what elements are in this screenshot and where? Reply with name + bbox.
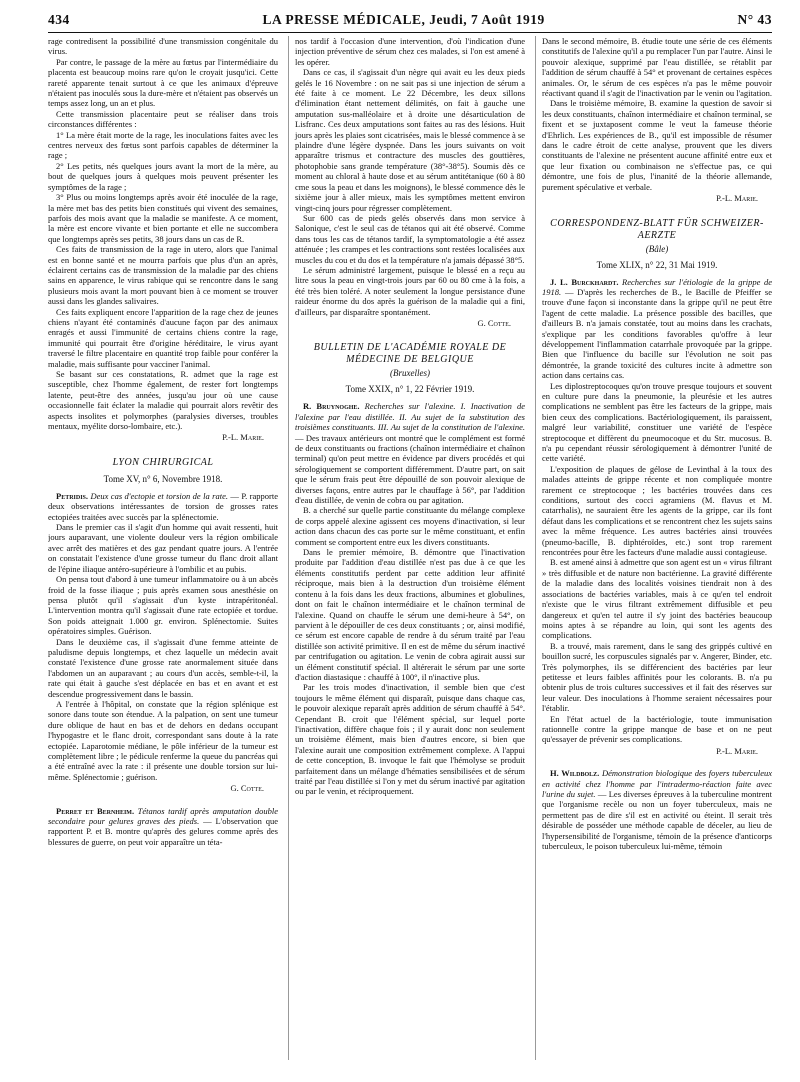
paragraph: Dans le second mémoire, B. étudie toute une série de ces éléments constitutifs de l'alexine qu'il a pu remplacer l'un par l'autre. Ainsi le pouvoir alexique, supprimé par l'eau distillée, se rétablit par l'addition de sérum chauffé à 54° et provenant de certaines espèces animales. Or, le sérum de ces espèces n'a pas le même pouvoir réactivant quand il s'agit de l'inactivation par le venin ou l'agitation.	[542, 36, 772, 99]
signature: G. Cotte.	[477, 317, 511, 328]
column-2	[288, 36, 525, 1060]
paragraph: L'exposition de plaques de gélose de Levinthal à la toux des malades atteints de grippe récente et non compliquée montre rarement ce streptocoque ; les bactéries trouvées dans ces conditions, surtout des cocci agramiens (M. flavus et M. catarrhalis), ne sauraient être les agents de la grippe, car ils font défaut dans les complications et se rencontrent chez les sujets sains avec la même fréquence. Les autres bactéries ainsi trouvées (pneumo-bacille, B. diphtéroïdes, etc.) sont trop rarement rencontrées pour être les facteurs d'une maladie aussi contagieuse.	[542, 463, 772, 558]
paragraph: Dans le troisième mémoire, B. examine la question de savoir si les deux constituants, chaînon intermédiaire et chaînon terminal, se fixent et se juxtaposent comme le veut la fameuse théorie d'Ehrlich. Les expériences de B., qu'il est impossible de résumer dans le cadre étroit de cette analyse, prouvent que les divers constituants de l'alexine ne présentent aucune affinité entre eux et que leur fixation ou combinaison ne s'effectue pas, ce qui démontre, une fois de plus, l'inanité de la théorie allemande, purement spéculative et verbale.	[542, 98, 772, 192]
paragraph-text: — Les diverses épreuves à la tuberculine montrent que l'organisme recèle ou non un foyer tuberculeux, mais ne permettent pas de dire s'il est en activité ou éteint. Il serait très désirable de posséder une méthode capable de déceler, au lieu de l'hypersensibilité de l'organisme, témoin de la présence d'anticorps tuberculeux, le poison tuberculeux lui-même, témoin	[542, 789, 772, 852]
section-title: BULLETIN DE L'ACADÉMIE ROYALE DE MÉDECINE DE BELGIQUE	[313, 342, 507, 366]
paragraph: rage contredisent la possibilité d'une transmission congénitale du virus.	[48, 36, 278, 57]
paragraph: Ces faits expliquent encore l'apparition de la rage chez de jeunes chiens n'ayant été contaminés d'aucune façon par des animaux enragés et aussi l'immunité de certains chiens contre la rage, immunité qui pourrait être d'origine héréditaire, le virus ayant traversé le filtre placentaire en quantité trop faible pour conférer la maladie, mais suffisante pour vacciner l'animal.	[48, 306, 278, 369]
section-title: CORRESPONDENZ-BLATT FÜR SCHWEIZER-AERZTE	[550, 217, 764, 241]
article-lead	[48, 491, 278, 522]
running-title: LA PRESSE MÉDICALE, Jeudi, 7 Août 1919	[262, 12, 545, 27]
paragraph: Dans le deuxième cas, il s'agissait d'une femme atteinte de paludisme depuis longtemps, et chez laquelle un médecin avait constaté l'existence d'une grosse rate anormalement située dans l'abdomen un an auparavant ; au cours d'un accès, semble-t-il, la rate qui était à gauche s'est déplacée en bas et en avant et est descendue progressivement dans le bassin.	[48, 636, 278, 699]
paragraph: Par les trois modes d'inactivation, il semble bien que c'est toujours le même élément qui disparaît, puisque dans chaque cas, le pouvoir alexique reparaît après addition de sérum chauffé à 54°. Cependant B. croit que l'élément spécial, sur lequel porte l'inactivation, diffère chaque fois ; il y aurait donc non seulement un troisième élément, mais bien d'autres encore, si bien que l'alexine aurait une composition extrêmement complexe. A l'appui de cette conception, B. invoque le fait que l'hémolyse se produit parfaitement dans un mélange d'hématies sensibilisées et de sérum traité par l'eau distillée si l'on y met du sérum inactivé par agitation ou par le venin, et réciproquement.	[295, 682, 525, 797]
text-columns	[48, 36, 772, 1060]
signature: P.-L. Marie.	[716, 193, 758, 204]
paragraph: Dans ce cas, il s'agissait d'un nègre qui avait eu les deux pieds gelés le 16 Novembre : on ne sait pas si une injection de sérum a été faite à ce moment. Le 22 Décembre, les deux sillons d'élimination étant nettement délimités, on fait à gauche une amputation sus-malléolaire et à droite une désarticulation de Lisfranc. Ces deux amputations sont faites au ras des lésions. Huit jours après les plaies sont cicatrisées, mais le blessé commence à se plaindre d'une légère dyspnée. Dans les jours suivants on voit apparaître trismus et contracture des muscles des gouttières, photophobie sans grande température (38°-38°5). Soumis dès ce moment au chloral à haute dose et au sérum antitétanique (60 à 80 cme sous la peau et dans les moignons), le blessé commence dès le sixième jour à aller mieux, mais les symptômes mettent environ vingt-cinq jours pour régresser complètement.	[295, 67, 525, 213]
section-city: (Bâle)	[645, 243, 669, 254]
article-lead	[542, 277, 772, 381]
paragraph: Les diplostreptocoques qu'on trouve presque toujours et souvent en culture pure dans la pneumonie, la pleurésie et les autres complications ne semblent pas être les facteurs de la grippe, mais bien ceux des complications. Bactériologiquement, ils paraissent, malgré leur variabilité, constituer une variété de l'espèce streptocoque et diffèrent du pneumocoque et du Str. mucosus. B. n'a pu cependant réussir sérologiquement à démontrer l'unité de cette variété.	[542, 380, 772, 464]
section-volume: Tome XXIX, n° 1, 22 Février 1919.	[345, 384, 475, 395]
paragraph: Sur 600 cas de pieds gelés observés dans mon service à Salonique, c'est le seul cas de tétanos qui ait été observé. Comme dans tous les cas de tétanos tardif, la symptomatologie a été assez atténuée ; les crampes et les contractions sont restées localisées aux muscles du cou et du dos et la température n'a jamais dépassé 38°5.	[295, 212, 525, 265]
article-title: Deux cas d'ectopie et torsion de la rate.	[90, 490, 228, 501]
paragraph: Dans le premier mémoire, B. démontre que l'inactivation produite par l'addition d'eau distillée n'est pas due à ce que les éléments constitutifs perdent par cette addition leur affinité réciproque, mais bien à la destruction d'un troisième élément contenu à la fois dans les deux fractions, albumines et globulines, dont on fait le chaînon intermédiaire et le chaînon terminal de l'alexine. Quand on chauffe le sérum une demi-heure à 54°, on parvient à le dépouiller de ces deux constituants ; or, ainsi modifié, ce sérum est encore capable de rendre à du sérum traité par l'eau distillée son activité primitive. Il en est de même du sérum inactivé par centrifugation ou agitation. Le venin de cobra agirait aussi sur un élément constitutif spécial. Il altérerait le sérum par une sorte d'action diastasique : chauffé à 100°, il n'inactive plus.	[295, 547, 525, 682]
paragraph-text: — D'après les recherches de B., le Bacille de Pfeiffer se trouve d'une façon si inconstante dans la grippe qu'il ne peut être l'agent de cette maladie. La présence possible des bacilles, que d'ailleurs B. n'a jamais constatée, tout au moins dans les crachats, s'explique par les conditions favorables qu'offre à leur développement l'inflammation catarrhale provoquée par la grippe. Bien que l'influence du bacille sur l'évolution ne soit pas démontrée, la grande toxicité des cultures incite à admettre son action dans certains cas.	[542, 286, 772, 381]
paragraph: On pensa tout d'abord à une tumeur inflammatoire ou à un abcès froid de la fosse iliaque ; puis après examen sous anesthésie on pensa plutôt qu'il s'agissait d'un kyste intrapéritonéal. L'intervention montra qu'il s'agissait d'une rate ectopiée et tordue. Son poids atteignait 1.000 gr. environ. Splénectomie. Suites opératoires simples. Guérison.	[48, 574, 278, 637]
article-author: Perret et Bernheim.	[56, 805, 135, 816]
article-lead	[542, 768, 772, 851]
signature: P.-L. Marie.	[222, 432, 264, 443]
signature: G. Cotte.	[230, 783, 264, 794]
paragraph: Le sérum administré largement, puisque le blessé en a reçu au litre sous la peau en vingt-trois jours par 60 ou 80 cme à la fois, a été très bien toléré. A noter seulement la longue persistance d'une raideur énorme du dos après la guérison de la maladie qui a fini, d'ailleurs, par disparaître spontanément.	[295, 264, 525, 317]
running-header	[48, 6, 772, 33]
article-title: Démonstration biologique des foyers tuberculeux en activité chez l'homme par l'intradermo-réaction faite avec l'urine du sujet.	[542, 768, 772, 799]
section-volume: Tome XV, n° 6, Novembre 1918.	[103, 473, 223, 484]
article-title: Recherches sur l'alexine. I. Inactivation de l'alexine par l'eau distillée. II. Au sujet de la substitution des troisièmes constituants. III. Au sujet de la constitution de l'alexine.	[295, 401, 525, 433]
article-author: H. Wildbolz.	[550, 768, 600, 779]
paragraph: Ces faits de transmission de la rage in utero, alors que l'animal est en bonne santé et ne mourra parfois que plus d'un an après, éclairent certains cas de transmission de la maladie par des chiens sains en apparence, le virus rabique qui se rencontre dans le sang plusieurs mois avant la mort pouvant bien à ce moment se trouver aussi dans les glandes salivaires.	[48, 244, 278, 307]
paragraph-text: — P. rapporte deux observations intéressantes de torsion de grosses rates ectopiées traitées avec succès par la splénectomie.	[48, 490, 279, 522]
paragraph: Cette transmission placentaire peut se réaliser dans trois circonstances différentes :	[48, 108, 278, 130]
article-author: Petridis.	[56, 490, 88, 501]
article-author: J. L. Burckhardt.	[550, 276, 619, 287]
article-lead	[48, 806, 278, 848]
column-3	[535, 36, 772, 1060]
paragraph: B. a trouvé, mais rarement, dans le sang des grippés cultivé en bouillon sucré, les corpuscules signalés par v. Angerer, Binder, etc. Très polymorphes, ils se différencient des bactéries par leur petitesse et leurs faibles affinités pour les colorants. B. n'a pu obtenir plus de trois cultures successives et il fait des réserves sur leur valeur. Des inoculations à l'homme seraient nécessaires pour l'établir.	[542, 640, 772, 714]
page-number: 434	[48, 12, 70, 27]
paragraph: B. a cherché sur quelle partie constituante du mélange complexe de corps appelé alexine agissent ces moyens d'inactivation, si leur action dans chacun des cas porte sur le même constituant, et enfin comment se comportent entre eux les divers constituants.	[295, 505, 525, 547]
article-title: Recherches sur l'étiologie de la grippe de 1918.	[542, 276, 772, 297]
paragraph: Par contre, le passage de la mère au fœtus par l'intermédiaire du placenta est beaucoup moins rare qu'on le croyait jusqu'ici. Cette rareté apparente tenait surtout à ce que les animaux d'épreuve n'étaient pas inoculés sous la dure-mère et n'étaient pas observés un temps assez long, un an et plus.	[48, 56, 278, 109]
paragraph-text: — Des travaux antérieurs ont montré que le complément est formé de deux constituants ou fractions (chaînon intermédiaire et chaînon terminal) qu'on peut mettre en évidence par divers procédés et qui sérologiquement se comportent différemment. D'autre part, on sait que le sérum frais peut être dépouillé de son pouvoir alexique de diverses façons, entre autres par le chauffage à 56°, par l'addition d'eau distillée, de venin de cobra ou par agitation.	[295, 432, 525, 506]
paragraph: 3° Plus ou moins longtemps après avoir été inoculée de la rage, la mère met bas des petits bien constitués qui vivent des semaines, parfois des mois avant que la maladie se manifeste. A ce moment, la mère est encore vivante et bien portante et elle ne succombera que longtemps après ses petits, 38 jours dans un cas de R.	[48, 192, 278, 244]
paragraph: Se basant sur ces constatations, R. admet que la rage est susceptible, chez l'homme également, de rester fort longtemps latente, peut-être des années, jusqu'au jour où une cause occasionnelle fait éclater la maladie qui pourrait alors revêtir des aspects insolites et polymorphes (paralysies diverses, troubles mentaux, myélite dorso-lombaire, etc.).	[48, 369, 278, 432]
signature: P.-L. Marie.	[716, 745, 758, 756]
paragraph-text: — L'observation que rapportent P. et B. montre qu'après des gelures comme après des blessures de guerre, on peut voir apparaître un téta-	[48, 816, 279, 847]
paragraph: En l'état actuel de la bactériologie, toute immunisation rationnelle contre la grippe manque de base et on ne peut qu'essayer de prévenir ses complications.	[542, 713, 772, 745]
section-city: (Bruxelles)	[390, 368, 430, 379]
issue-number: N° 43	[737, 12, 772, 27]
article-lead	[295, 401, 525, 505]
section-title: LYON CHIRURGICAL	[112, 456, 214, 468]
section-volume: Tome XLIX, n° 22, 31 Mai 1919.	[596, 259, 718, 270]
paragraph: 2° Les petits, nés quelques jours avant la mort de la mère, au bout de quelques jours à quelques mois peuvent présenter les symptômes de la rage ;	[48, 160, 278, 192]
paragraph: B. est amené ainsi à admettre que son agent est un « virus filtrant » très diffusible et de nature non bactérienne. La gravité différente de la maladie dans des localités voisines tiendrait non à des associations de bactéries variables, mais à ce qu'en tel endroit n'existe que le virus filtrant extrêmement diffusible et peu dangereux et qu'en tel autre il s'y joint des bactéries beaucoup moins aptes à se répandre au loin, qui sont les agents des complications.	[542, 557, 772, 641]
article-author: R. Bruynoghe.	[303, 401, 360, 412]
article-title: Tétanos tardif après amputation double secondaire pour gelures graves des pieds.	[48, 805, 279, 827]
paragraph: Dans le premier cas il s'agit d'un homme qui avait ressenti, huit jours auparavant, une violente douleur vers la région ombilicale avec arrêt des matières et des gaz pendant quatre jours. A l'entrée on constatait l'existence d'une grosse tumeur du flanc droit allant de l'épine iliaque antéro-supérieure à l'ombilic et au pubis.	[48, 522, 278, 574]
column-1	[48, 36, 278, 1060]
paragraph: A l'entrée à l'hôpital, on constate que la région splénique est sonore dans toute son étendue. A la palpation, on sent une tumeur dure oblique de haut en bas et de dehors en dedans occupant l'hypogastre et le flanc droit, correspondant sans doute à la rate ectopiée. Laparotomie médiane, le pôle inférieur de la tumeur est complètement libre ; le pédicule renferme la queue du pancréas qui a été entraîné avec la rate : il présente une double torsion sur lui-même. Splénectomie ; guérison.	[48, 698, 278, 782]
paragraph: nos tardif à l'occasion d'une intervention, d'où l'indication d'une injection préventive de sérum chez ces malades, si l'on est amené à les opérer.	[295, 36, 525, 67]
paragraph: 1° La mère était morte de la rage, les inoculations faites avec les centres nerveux des fœtus sont parfois capables de déterminer la rage ;	[48, 129, 278, 161]
